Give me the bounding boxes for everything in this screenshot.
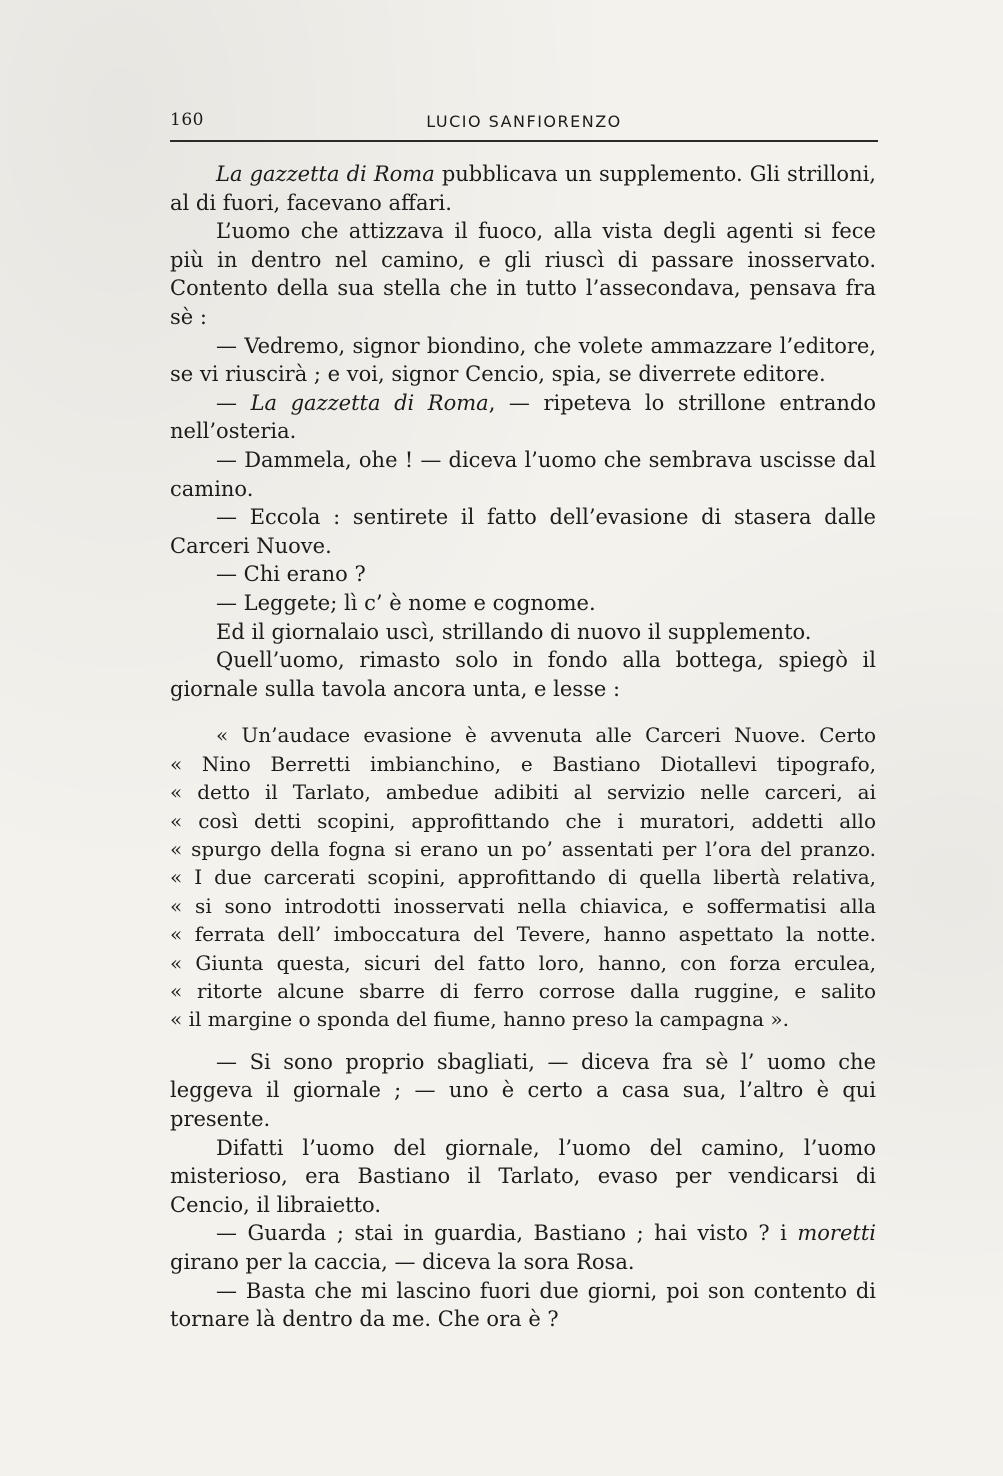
quote-line: « ferrata dell’ imboccatura del Tevere, hanno aspettato la notte. <box>170 922 876 947</box>
page-number: 160 <box>170 110 204 130</box>
running-title: LUCIO SANFIORENZO <box>426 112 622 131</box>
paragraph: — Si sono proprio sbagliati, — diceva fra sè l’ uomo che leggeva il giornale ; — uno è certo a casa sua, l’altro è qui presente. <box>170 1049 876 1131</box>
paragraph: Quell’uomo, rimasto solo in fondo alla bottega, spiegò il giornale sulla tavola ancora unta, e lesse : <box>170 648 876 701</box>
italic-title: La gazzetta di Roma <box>250 390 489 415</box>
italic-title: La gazzetta di Roma <box>216 162 435 186</box>
page-header <box>170 104 878 142</box>
quote-line: « spurgo della fogna si erano un po’ assentati per l’ora del pranzo. <box>170 836 876 861</box>
paragraph: — Chi erano ? <box>216 562 366 587</box>
quote-line: « I due carcerati scopini, approfittando di quella libertà relativa, <box>170 865 876 890</box>
italic-word: moretti <box>797 1221 876 1246</box>
quote-line: « Giunta questa, sicuri del fatto loro, hanno, con forza erculea, <box>170 950 876 975</box>
paragraph: — Basta che mi lascino fuori due giorni, poi son contento di tornare là dentro da me. Che ora è ? <box>170 1278 876 1332</box>
paragraph: Ed il giornalaio uscì, strillando di nuovo il supplemento. <box>216 619 812 644</box>
quote-line: « Un’audace evasione è avvenuta alle Carceri Nuove. Certo <box>216 723 876 748</box>
paragraph: — Vedremo, signor biondino, che volete ammazzare l’editore, se vi riuscirà ; e voi, signor Cencio, spia, se diverrete editore. <box>170 333 876 387</box>
quote-line: « si sono introdotti inosservati nella chiavica, e soffermatisi alla <box>170 893 876 918</box>
paragraph: — Eccola : sentirete il fatto dell’evasione di stasera dalle Carceri Nuove. <box>170 505 876 558</box>
paragraph: — Guarda ; stai in guardia, Bastiano ; hai visto ? i moretti girano per la caccia, — diceva la sora Rosa. <box>170 1221 876 1274</box>
paragraph: — Leggete; lì c’ è nome e cognome. <box>216 590 596 615</box>
paragraph: La gazzetta di Roma pubblicava un supplemento. Gli strilloni, al di fuori, facevano affari. <box>170 162 876 215</box>
quote-line: « così detti scopini, approfittando che i muratori, addetti allo <box>170 808 876 833</box>
paragraph: L’uomo che attizzava il fuoco, alla vista degli agenti si fece più in dentro nel camino, e gli riuscì di passare inosservato. Contento della sua stella che in tutto l’assecondava, pensava fra sè : <box>170 219 876 329</box>
body-text <box>170 160 876 1334</box>
paragraph: — Dammela, ohe ! — diceva l’uomo che sembrava uscisse dal camino. <box>170 447 876 501</box>
paragraph: Difatti l’uomo del giornale, l’uomo del camino, l’uomo misterioso, era Bastiano il Tarlato, evaso per vendicarsi di Cencio, il libraietto. <box>170 1135 876 1217</box>
quote-line: « Nino Berretti imbianchino, e Bastiano Diotallevi tipografo, <box>170 751 876 776</box>
paragraph: — La gazzetta di Roma, — ripeteva lo strillone entrando nell’osteria. <box>170 390 876 444</box>
newspaper-quote <box>170 721 876 1033</box>
quote-line: « detto il Tarlato, ambedue adibiti al servizio nelle carceri, ai <box>170 780 876 805</box>
quote-line: « ritorte alcune sbarre di ferro corrose dalla ruggine, e salito <box>170 978 876 1003</box>
quote-line: « il margine o sponda del fiume, hanno preso la campagna ». <box>170 1007 789 1032</box>
